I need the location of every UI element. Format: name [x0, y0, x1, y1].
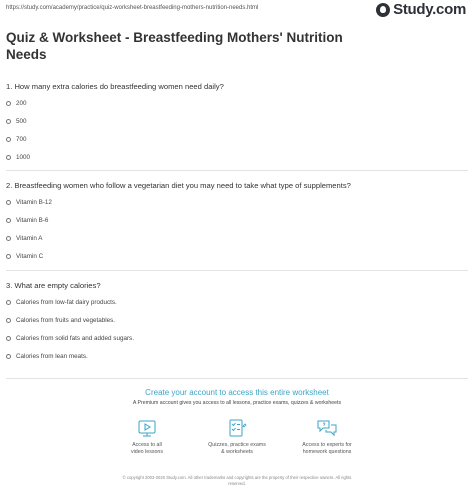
- question-3-option-2[interactable]: [6, 317, 115, 324]
- question-1: 1. How many extra calories do breastfeeding women need daily?: [6, 82, 224, 91]
- option-label: Calories from lean meats.: [16, 353, 88, 360]
- copyright-line-1: © copyright 2003-2020 Study.com. All other trademarks and copyrights are the property of their respective owners. All rights: [122, 475, 352, 480]
- radio-icon[interactable]: [6, 336, 11, 341]
- radio-icon[interactable]: [6, 200, 11, 205]
- question-1-option-2[interactable]: [6, 118, 27, 125]
- page-url: https://study.com/academy/practice/quiz-worksheet-breastfeeding-mothers-nutrition-needs.html: [6, 5, 259, 11]
- quiz-checklist-icon: [227, 418, 247, 438]
- option-label: 700: [16, 136, 27, 143]
- radio-icon[interactable]: [6, 354, 11, 359]
- radio-icon[interactable]: [6, 318, 11, 323]
- option-label: 1000: [16, 154, 31, 161]
- study-logo[interactable]: [376, 1, 466, 18]
- feature-label: Access to all video lessons: [130, 442, 164, 455]
- option-label: Calories from low-fat dairy products.: [16, 299, 117, 306]
- question-divider: [6, 170, 468, 171]
- option-label: Vitamin C: [16, 253, 44, 260]
- option-label: 500: [16, 118, 27, 125]
- copyright-footer: [0, 475, 474, 486]
- question-3: 3. What are empty calories?: [6, 281, 101, 290]
- create-account-link[interactable]: Create your account to access this entire worksheet: [145, 388, 329, 397]
- question-1-option-1[interactable]: [6, 100, 27, 107]
- option-label: Calories from solid fats and added sugars.: [16, 335, 134, 342]
- radio-icon[interactable]: [6, 119, 11, 124]
- option-label: Vitamin B-12: [16, 199, 52, 206]
- radio-icon[interactable]: [6, 254, 11, 259]
- option-label: Calories from fruits and vegetables.: [16, 317, 116, 324]
- study-logo-icon: [376, 3, 390, 17]
- question-1-option-3[interactable]: [6, 136, 27, 143]
- study-logo-text: Study.com: [393, 1, 466, 18]
- question-2-option-2[interactable]: [6, 217, 48, 224]
- feature-experts: [272, 418, 382, 456]
- question-3-option-4[interactable]: [6, 353, 88, 360]
- radio-icon[interactable]: [6, 137, 11, 142]
- radio-icon[interactable]: [6, 218, 11, 223]
- question-3-option-1[interactable]: [6, 299, 117, 306]
- radio-icon[interactable]: [6, 300, 11, 305]
- expert-chat-icon: [316, 418, 338, 438]
- question-2-option-4[interactable]: [6, 253, 43, 260]
- video-lesson-icon: [137, 418, 157, 438]
- radio-icon[interactable]: [6, 101, 11, 106]
- page-title: Quiz & Worksheet - Breastfeeding Mothers' Nutrition Needs: [6, 30, 343, 62]
- radio-icon[interactable]: [6, 236, 11, 241]
- premium-description: A Premium account gives you access to all lessons, practice exams, quizzes & worksheets: [132, 400, 342, 406]
- copyright-line-2: reserved.: [228, 480, 246, 486]
- question-3-option-3[interactable]: [6, 335, 134, 342]
- question-divider: [6, 270, 468, 271]
- section-divider: [6, 378, 468, 379]
- question-1-option-4[interactable]: [6, 154, 30, 161]
- question-2: 2. Breastfeeding women who follow a vegetarian diet you may need to take what type of supplements?: [6, 181, 351, 190]
- question-2-option-3[interactable]: [6, 235, 43, 242]
- option-label: Vitamin B-6: [16, 217, 49, 224]
- option-label: Vitamin A: [16, 235, 43, 242]
- question-2-option-1[interactable]: [6, 199, 52, 206]
- page-header: [0, 0, 474, 22]
- radio-icon[interactable]: [6, 155, 11, 160]
- feature-label: Quizzes, practice exams & worksheets: [208, 442, 266, 455]
- option-label: 200: [16, 100, 27, 107]
- feature-label: Access to experts for homework questions: [302, 442, 352, 455]
